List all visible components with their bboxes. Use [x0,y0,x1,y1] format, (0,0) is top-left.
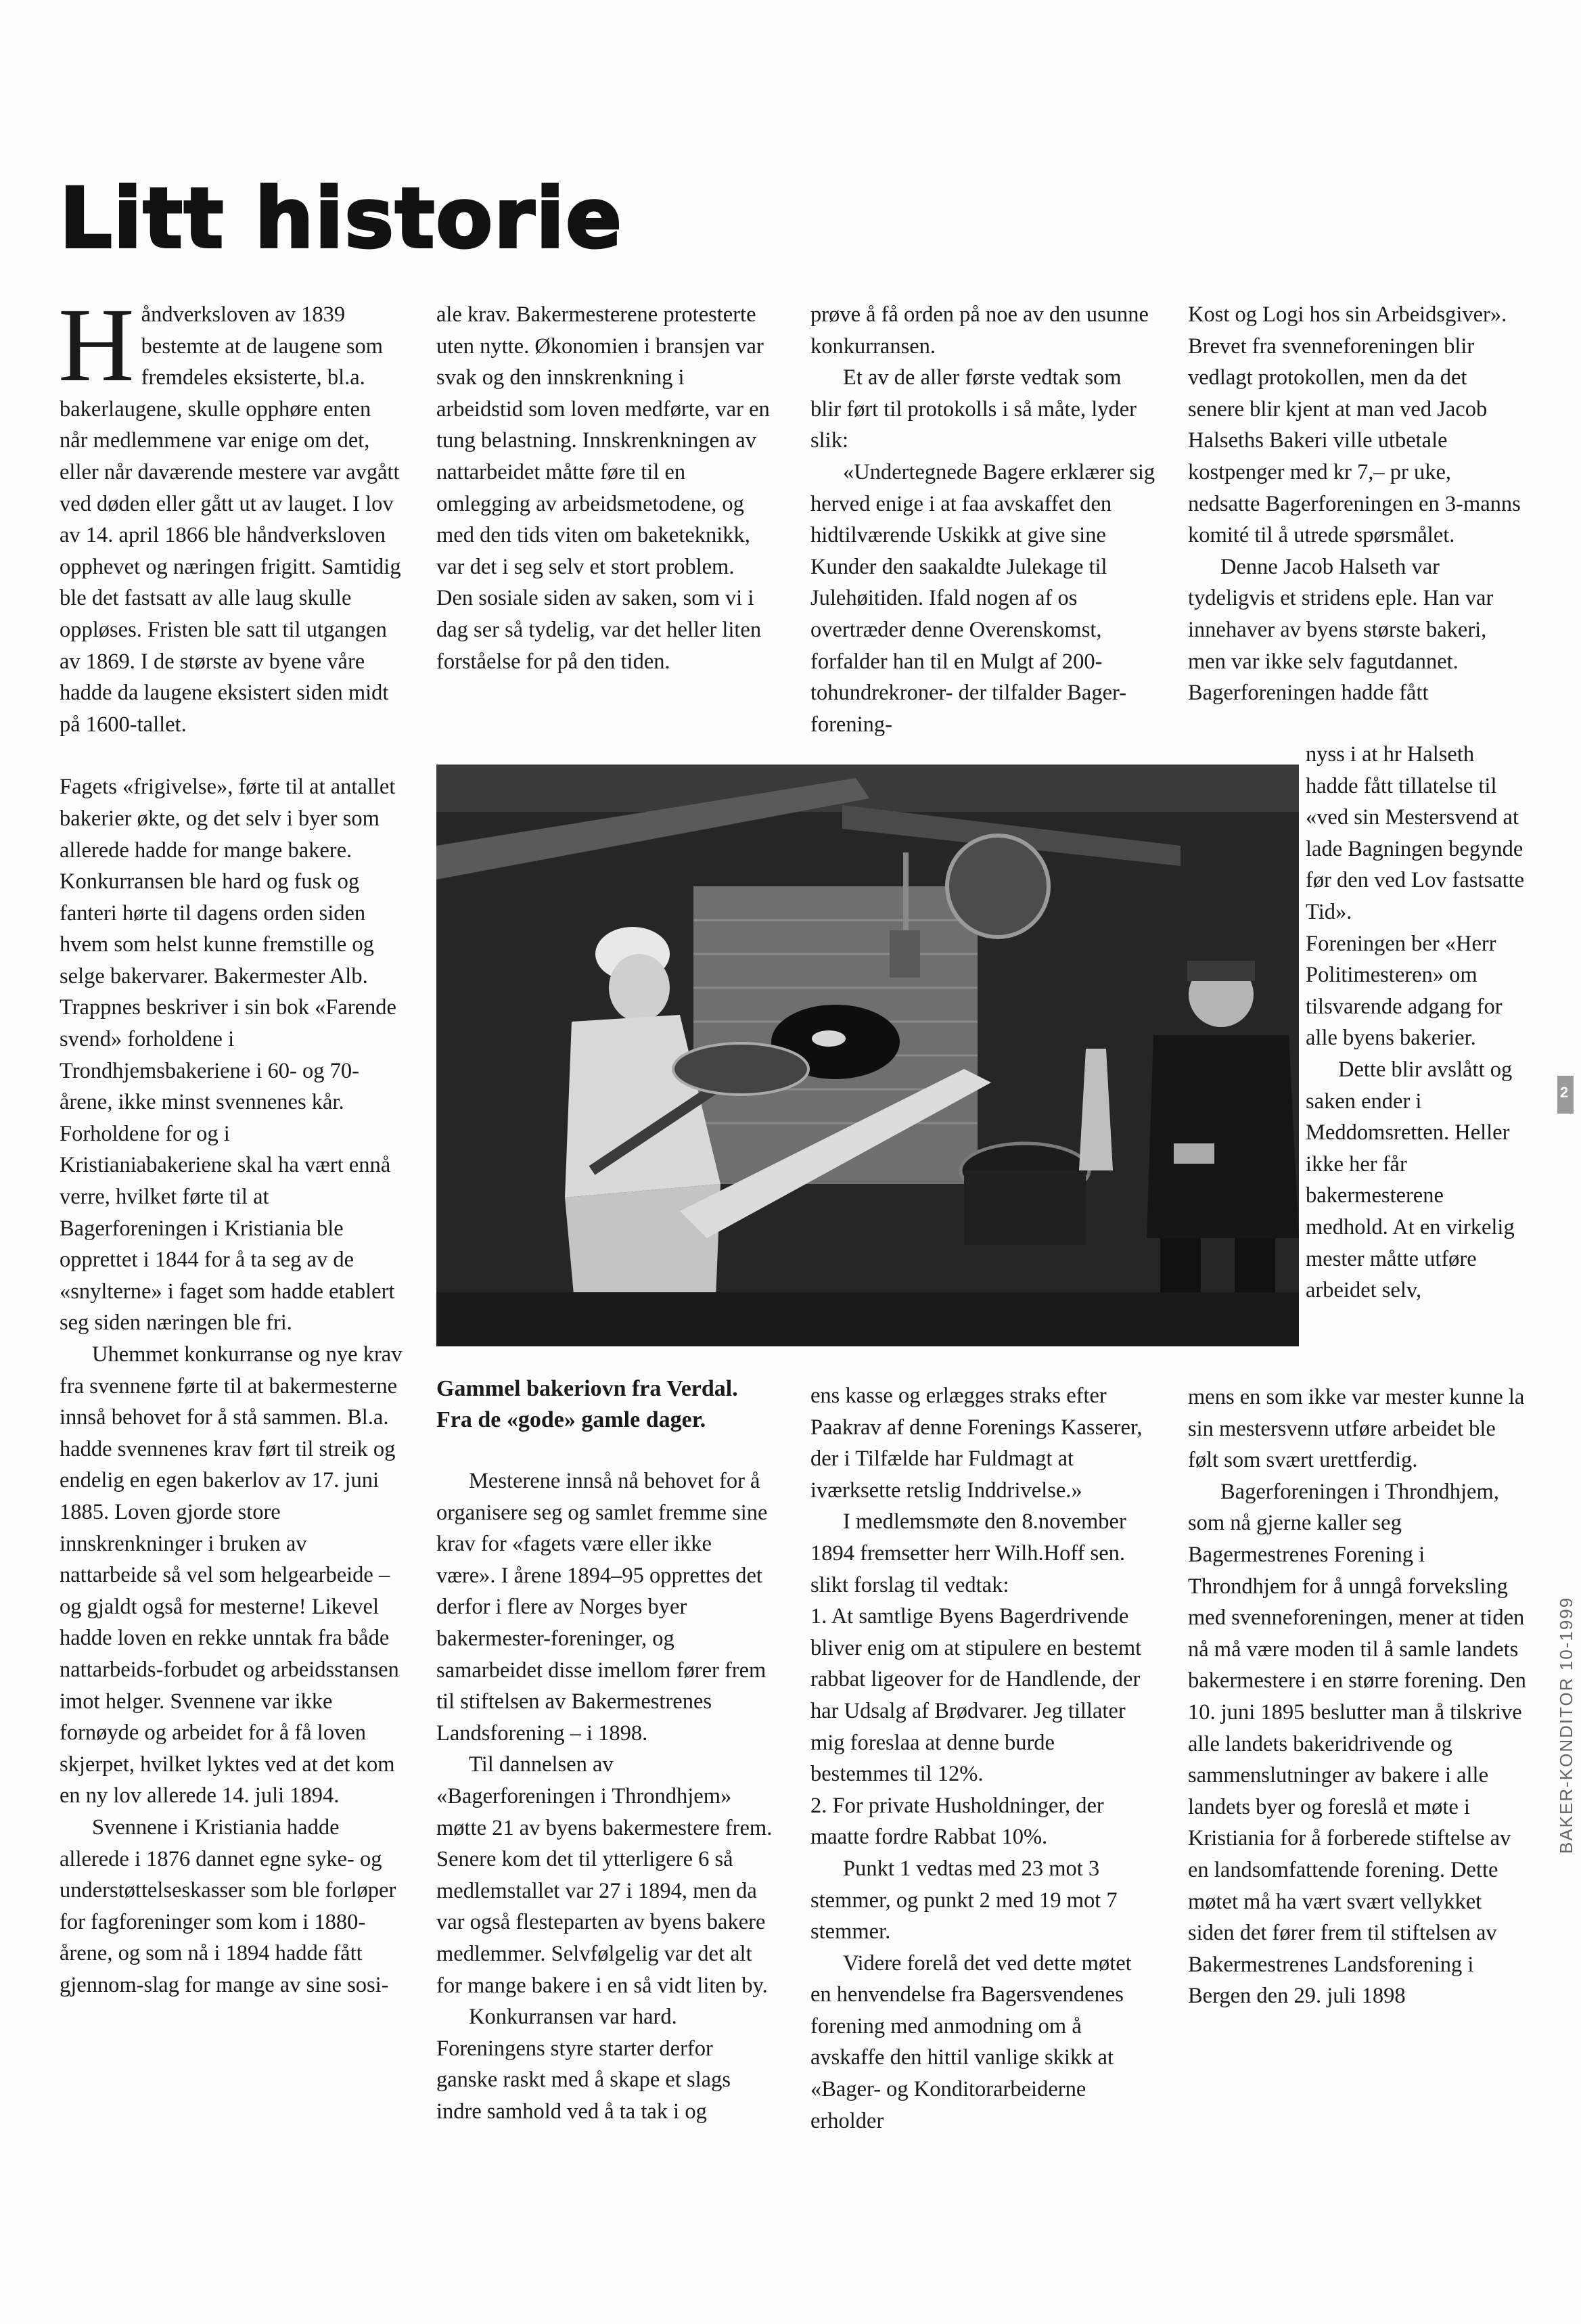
paragraph: prøve å få orden på noe av den usunne konkurransen. [810,302,1149,359]
paragraph: 1. At samtlige Byens Bagerdrivende bliver enig om at stipulere en bestemt rabbat ligeover for de Handlende, der har Udsalg af Brødvarer. Jeg tillater mig foreslaa at denne burde bestemmes til 12%. [810,1604,1142,1787]
page-number-tab [1557,1076,1574,1114]
column-2-top [436,299,775,677]
paragraph: Et av de aller første vedtak som blir ført til protokolls i så måte, lyder slik: [810,365,1137,453]
paragraph: mens en som ikke var mester kunne la sin mestersvenn utføre arbeidet ble følt som svært urettferdig. [1188,1385,1525,1473]
paragraph: Videre forelå det ved dette møtet en henvendelse fra Bagersvendenes forening med anmodning om å avskaffe den hittil vanlige skikk at «Bager- og Konditorarbeiderne erholder [810,1951,1132,2133]
paragraph: ens kasse og erlægges straks efter Paakrav af denne Forenings Kasserer, der i Tilfælde har Fuldmagt at iværksette retslig Inddrivelse.» [810,1384,1143,1503]
column-4-narrow [1306,739,1529,1306]
paragraph: Dette blir avslått og saken ender i Meddomsretten. Heller ikke her får bakermesterene medhold. At en virkelig mester måtte utføre arbeidet selv, [1306,1057,1515,1303]
paragraph: ale krav. Bakermesterene protesterte uten nytte. Økonomien i bransjen var svak og den innskrenkning i arbeidstid som loven medførte, var en tung belastning. Innskrenkningen av nattarbeidet måtte føre til en omlegging av arbeidsmetodene, og med den tids viten om baketeknikk, var det i seg selv et stort problem. Den sosiale siden av saken, som vi i dag ser så tydelig, var det heller liten forståelse for på den tiden. [436,302,770,674]
paragraph: Punkt 1 vedtas med 23 mot 3 stemmer, og punkt 2 med 19 mot 7 stemmer. [810,1856,1118,1944]
paragraph: Til dannelsen av «Bagerforeningen i Throndhjem» møtte 21 av byens bakermestere frem. Senere kom det til ytterligere 6 så medlemstallet var 27 i 1894, men da var også flesteparten av byens bakere medlemmer. Selvfølgelig var det alt for mange bakere i en så vidt liten by. [436,1752,773,1998]
photo-caption [436,1373,815,1436]
paragraph: «Undertegnede Bagere erklærer sig herved enige i at faa avskaffet den hidtilværende Uskikk at give sine Kunder den saakaldte Julekage til Julehøitiden. Ifald nogen af os overtræder denne Overenskomst, forfalder han til en Mulgt af 200-tohundrekroner- der tilfalder Bager-forening- [810,459,1155,737]
article-title: Litt historie [60,170,623,267]
paragraph: Svennene i Kristiania hadde allerede i 1876 dannet egne syke- og understøttelseskasser som ble forløper for fagforeninger som kom i 1880-årene, og som nå i 1894 hadde fått gjennom-slag for mange av sine sosi- [60,1815,396,1997]
paragraph: Konkurransen var hard. Foreningens styre starter derfor ganske raskt med å skape et slags indre samhold ved å ta tak i og [436,2005,731,2124]
paragraph: Bagerforeningen i Throndhjem, som nå gjerne kaller seg Bagermestrenes Forening i Throndhjem for å unngå forveksling med svenneforeningen, mener at tiden nå må være moden til å samle landets bakermestere i en større forening. Den 10. juni 1895 beslutter man å tilskrive alle landets bakeridrivende og sammenslutninger av bakere i alle landets byer og foreslå et møte i Kristiania for å forberede stiftelse av en landsomfattende forening. Dette møtet må ha vært svært vellykket siden det fører frem til stiftelsen av Bakermestrenes Landsforening i Bergen den 29. juli 1898 [1188,1479,1526,2009]
column-4-top [1188,299,1526,709]
photo-illustration [436,765,1299,1346]
paragraph: Kost og Logi hos sin Arbeidsgiver». Brevet fra svenneforeningen blir vedlagt protokollen, men da det senere blir kjent at man ved Jacob Halseths Bakeri ville utbetale kostpenger med kr 7,– pr uke, nedsatte Bagerforeningen en 3-manns komité til å utrede spørsmålet. [1188,302,1521,548]
paragraph: 2. For private Husholdninger, der maatte fordre Rabbat 10%. [810,1793,1104,1850]
paragraph: I medlemsmøte den 8.november 1894 fremsetter herr Wilh.Hoff sen. slikt forslag til vedtak: [810,1509,1126,1597]
column-4-bottom [1188,1382,1526,2012]
paragraph: Denne Jacob Halseth var tydeligvis et stridens eple. Han var innehaver av byens største bakeri, men var ikke selv fagutdannet. Bagerforeningen hadde fått [1188,554,1494,706]
paragraph: Uhemmet konkurranse og nye krav fra svennene førte til at bakermesterne innså behovet for å stå sammen. Bl.a. hadde svennenes krav ført til streik og endelig en egen bakerlov av 17. juni 1885. Loven gjorde store innskrenkninger i bruken av nattarbeide så vel som helgearbeide – og gjaldt også for mesterne! Likevel hadde loven en rekke unntak fra både nattarbeids-forbudet og arbeidsstansen imot helger. Svennene var ikke fornøyde og arbeidet for å få loven skjerpet, hvilket lyktes ved at det kom en ny lov allerede 14. juli 1894. [60,1342,403,1808]
caption-line: Gammel bakeriovn fra Verdal. [436,1376,738,1401]
running-head: BAKER-KONDITOR 10-1999 [1556,1596,1576,1854]
paragraph: nyss i at hr Halseth hadde fått tillatelse til «ved sin Mestersvend at lade Bagningen begynde før den ved Lov fastsatte Tid». [1306,742,1525,924]
paragraph: Mesterene innså nå behovet for å organisere seg og samlet fremme sine krav for «fagets være eller ikke være». I årene 1894–95 opprettes det derfor i flere av Norges byer bakermester-foreninger, og samarbeidet disse imellom fører frem til stiftelsen av Bakermestrenes Landsforening – i 1898. [436,1469,768,1746]
paragraph: Håndverksloven av 1839 bestemte at de laugene som fremdeles eksisterte, bl.a. bakerlaugene, skulle opphøre enten når medlemmene var enige om det, eller når daværende mestere var avgått ved døden eller gått ut av lauget. I lov av 14. april 1866 ble håndverksloven opphevet og næringen frigitt. Samtidig ble det fastsatt av alle laug skulle oppløses. Fristen ble satt til utgangen av 1869. I de største av byene våre hadde da laugene eksistert siden midt på 1600-tallet. [58,286,401,737]
column-1 [58,286,403,2001]
bakery-oven-photo [436,765,1299,1346]
paragraph: Foreningen ber «Herr Politimesteren» om tilsvarende adgang for alle byens bakerier. [1306,931,1503,1051]
page-number: 2 [1560,1084,1569,1101]
column-2-bottom [436,1465,775,2127]
drop-cap: H [58,286,135,403]
column-3-top [810,299,1157,740]
paragraph: Fagets «frigivelse», førte til at antallet bakerier økte, og det selv i byer som allerede hadde for mange bakere. Konkurransen ble hard og fusk og fanteri hørte til dagens orden siden hvem som helst kunne fremstille og selge bakervarer. Bakermester Alb. Trappnes beskriver i sin bok «Farende svend» forholdene i Trondhjemsbakeriene i 60- og 70-årene, ikke minst svennenes kår. Forholdene for og i Kristianiabakeriene skal ha vært ennå verre, hvilket førte til at Bagerforeningen i Kristiania ble opprettet i 1844 for å ta seg av de «snylterne» i faget som hadde etablert seg siden næringen ble fri. [60,775,396,1336]
caption-line: Fra de «gode» gamle dager. [436,1407,706,1432]
column-3-bottom [810,1380,1157,2137]
